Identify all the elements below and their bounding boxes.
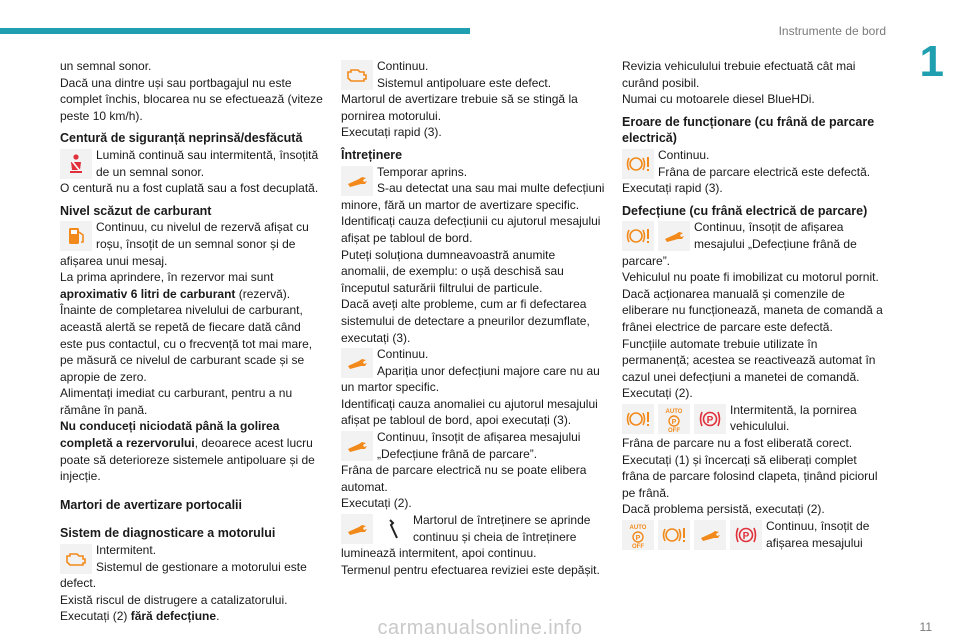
indicator-maintenance-temp bbox=[341, 164, 606, 214]
paragraph: Puteți soluționa dumneavoastră anumite anomalii, de exemplu: o ușă deschisă sau începutul saturării filtrului de particule. bbox=[341, 247, 564, 295]
wrench-icon bbox=[694, 520, 726, 550]
brake-warning-icon bbox=[622, 149, 654, 179]
auto-off-brake-icon bbox=[658, 404, 690, 434]
watermark: carmanualsonline.info bbox=[377, 617, 583, 639]
paragraph: Dacă aveți alte probleme, cum ar fi defectarea sistemului de detectare a pneurilor dezumflate, executați (3). bbox=[341, 297, 590, 345]
paragraph: Executați rapid (3). bbox=[622, 181, 723, 196]
paragraph: Frâna de parcare nu a fost eliberată corect. bbox=[622, 436, 853, 451]
indicator-service-overdue bbox=[341, 512, 606, 562]
indicator-description: Continuu, cu nivelul de rezervă afișat cu roșu, însoțit de un semnal sonor și de afișarea unui mesaj. bbox=[60, 220, 309, 268]
paragraph: Executați (2). bbox=[622, 386, 693, 401]
paragraph: Dacă una dintre uși sau portbagajul nu este complet închis, blocarea nu se efectuează (viteze peste 10 km/h). bbox=[60, 75, 323, 123]
indicator-brake-combined bbox=[622, 518, 887, 551]
indicator-low-fuel bbox=[60, 219, 325, 269]
text-run: , deoarece acest lucru poate să deterioreze sistemele antipoluare și de injecție. bbox=[60, 436, 315, 484]
indicator-brake-error bbox=[622, 147, 887, 180]
heading-electric-brake-fault: Defecțiune (cu frână electrică de parcare) bbox=[622, 203, 868, 218]
brake-warning-icon bbox=[622, 221, 654, 251]
parking-brake-icon bbox=[694, 404, 726, 434]
indicator-engine-diag bbox=[60, 542, 325, 592]
svg-text:P: P bbox=[742, 531, 750, 543]
wrench-icon bbox=[341, 514, 373, 544]
indicator-seatbelt bbox=[60, 147, 325, 180]
wrench-icon bbox=[341, 431, 373, 461]
indicator-description: Continuu, însoțit de afișarea mesajului bbox=[766, 519, 870, 550]
svg-text:P: P bbox=[706, 414, 714, 426]
bold-text: fără defecțiune bbox=[130, 609, 217, 624]
indicator-description: Continuu. Apariția unor defecțiuni majore care nu au un martor specific. bbox=[341, 347, 600, 395]
text-run: . bbox=[216, 609, 220, 624]
indicator-description: Temporar aprins. S-au detectat una sau mai multe defecțiuni minore, fără un martor de avertizare specific. bbox=[341, 164, 605, 212]
paragraph bbox=[60, 269, 325, 302]
svg-text:P: P bbox=[671, 418, 677, 426]
chapter-number: 1 bbox=[919, 37, 944, 86]
paragraph: Dacă problema persistă, executați (2). bbox=[622, 502, 825, 517]
header-accent-bar bbox=[0, 28, 470, 34]
wrench-icon bbox=[341, 348, 373, 378]
engine-check-icon bbox=[60, 544, 92, 574]
brake-warning-icon bbox=[658, 520, 690, 550]
wrench-icon bbox=[658, 221, 690, 251]
paragraph: O centură nu a fost cuplată sau a fost decuplată. bbox=[60, 181, 319, 196]
paragraph: Identificați cauza anomaliei cu ajutorul mesajului afișat pe tabloul de bord, apoi executați (3). bbox=[341, 396, 598, 428]
paragraph: Executați (1) și încercați să eliberați complet frâna de parcare folosind clapeta, ținând piciorul pe frână. bbox=[622, 452, 878, 500]
indicator-maintenance-brake bbox=[341, 429, 606, 462]
wrench-icon bbox=[341, 166, 373, 196]
indicator-maintenance-major bbox=[341, 346, 606, 396]
heading-seatbelt: Centură de siguranță neprinsă/desfăcută bbox=[60, 131, 303, 146]
paragraph: Executați rapid (3). bbox=[341, 125, 442, 140]
brake-warning-icon bbox=[622, 404, 654, 434]
section-title: Instrumente de bord bbox=[778, 24, 886, 38]
paragraph: Vehiculul nu poate fi imobilizat cu motorul pornit. bbox=[622, 270, 879, 285]
paragraph: Înainte de completarea nivelului de carburant, această alertă se repetă de fiecare dată când este pus contactul, cu o frecvență tot mai mare, pe măsură ce nivelul de carburant scade și se apropie de zero. bbox=[60, 303, 313, 384]
svg-text:P: P bbox=[635, 535, 641, 543]
indicator-description: Continuu, însoțit de afișarea mesajului „Defecțiune frână de parcare”. bbox=[622, 220, 857, 268]
paragraph: Identificați cauza defecțiunii cu ajutorul mesajului afișat pe tabloul de bord. bbox=[341, 214, 601, 245]
paragraph bbox=[60, 608, 325, 625]
indicator-description: Continuu. Frâna de parcare electrică este defectă. bbox=[658, 147, 871, 179]
page-number: 11 bbox=[919, 620, 932, 634]
engine-check-icon bbox=[341, 60, 373, 90]
indicator-brake-fault bbox=[622, 219, 887, 269]
svg-text:OFF: OFF bbox=[632, 544, 644, 550]
service-key-icon bbox=[377, 514, 409, 544]
paragraph: Funcțiile automate trebuie utilizate în permanență; acestea se reactivează automat în cazul unei defecțiuni a manetei de comandă. bbox=[622, 336, 876, 384]
paragraph: Revizia vehiculului trebuie efectuată cât mai curând posibil. bbox=[622, 59, 856, 90]
paragraph: Termenul pentru efectuarea reviziei este depășit. bbox=[341, 562, 600, 577]
heading-low-fuel: Nivel scăzut de carburant bbox=[60, 203, 212, 218]
paragraph: Martorul de avertizare trebuie să se stingă la pornirea motorului. bbox=[341, 92, 578, 123]
bold-text: Nu conduceți niciodată până la golirea completă a rezervorului bbox=[60, 419, 280, 451]
paragraph: Alimentați imediat cu carburant, pentru a nu rămâne în pană. bbox=[60, 386, 293, 417]
svg-text:OFF: OFF bbox=[668, 427, 680, 433]
indicator-description: Martorul de întreținere se aprinde continuu și cheia de întreținere luminează intermitent, apoi continuu. bbox=[341, 513, 591, 561]
column-2 bbox=[341, 58, 606, 578]
indicator-description: Intermitentă, la pornirea vehiculului. bbox=[730, 402, 857, 434]
indicator-antipollution bbox=[341, 58, 606, 91]
text-run: La prima aprindere, în rezervor mai sunt bbox=[60, 270, 274, 285]
parking-brake-icon bbox=[730, 520, 762, 550]
heading-orange-warnings: Martori de avertizare portocalii bbox=[60, 497, 243, 512]
heading-electric-brake-error: Eroare de funcționare (cu frână de parcare electrică) bbox=[622, 114, 875, 146]
fuel-pump-icon bbox=[60, 221, 92, 251]
seatbelt-warning-icon bbox=[60, 149, 92, 179]
heading-engine-diagnostics: Sistem de diagnosticare a motorului bbox=[60, 526, 276, 541]
paragraph: un semnal sonor. bbox=[60, 59, 152, 73]
text-run: (rezervă). bbox=[238, 286, 291, 301]
indicator-brake-flashing bbox=[622, 402, 887, 435]
column-1 bbox=[60, 58, 325, 625]
paragraph bbox=[60, 418, 325, 484]
bold-text: aproximativ 6 litri de carburant bbox=[60, 286, 236, 301]
paragraph: Există riscul de distrugere a catalizatorului. bbox=[60, 592, 288, 607]
indicator-description: Intermitent. Sistemul de gestionare a motorului este defect. bbox=[60, 543, 307, 591]
paragraph: Executați (2). bbox=[341, 496, 412, 511]
paragraph: Frâna de parcare electrică nu se poate elibera automat. bbox=[341, 463, 587, 494]
auto-off-brake-icon bbox=[622, 520, 654, 550]
text-run: Executați (2) bbox=[60, 609, 128, 624]
column-3 bbox=[622, 58, 887, 551]
indicator-description: Lumină continuă sau intermitentă, însoțită de un semnal sonor. bbox=[96, 147, 319, 179]
indicator-description: Continuu. Sistemul antipoluare este defect. bbox=[377, 59, 552, 90]
svg-text:AUTO: AUTO bbox=[665, 408, 683, 415]
paragraph: Dacă acționarea manuală și comenzile de eliberare nu funcționează, maneta de comandă a frânei electrice de parcare este defectă. bbox=[622, 286, 883, 334]
svg-text:AUTO: AUTO bbox=[629, 525, 647, 532]
indicator-description: Continuu, însoțit de afișarea mesajului „Defecțiune frână de parcare”. bbox=[377, 430, 581, 461]
heading-maintenance: Întreținere bbox=[341, 147, 403, 162]
paragraph: Numai cu motoarele diesel BlueHDi. bbox=[622, 92, 815, 107]
